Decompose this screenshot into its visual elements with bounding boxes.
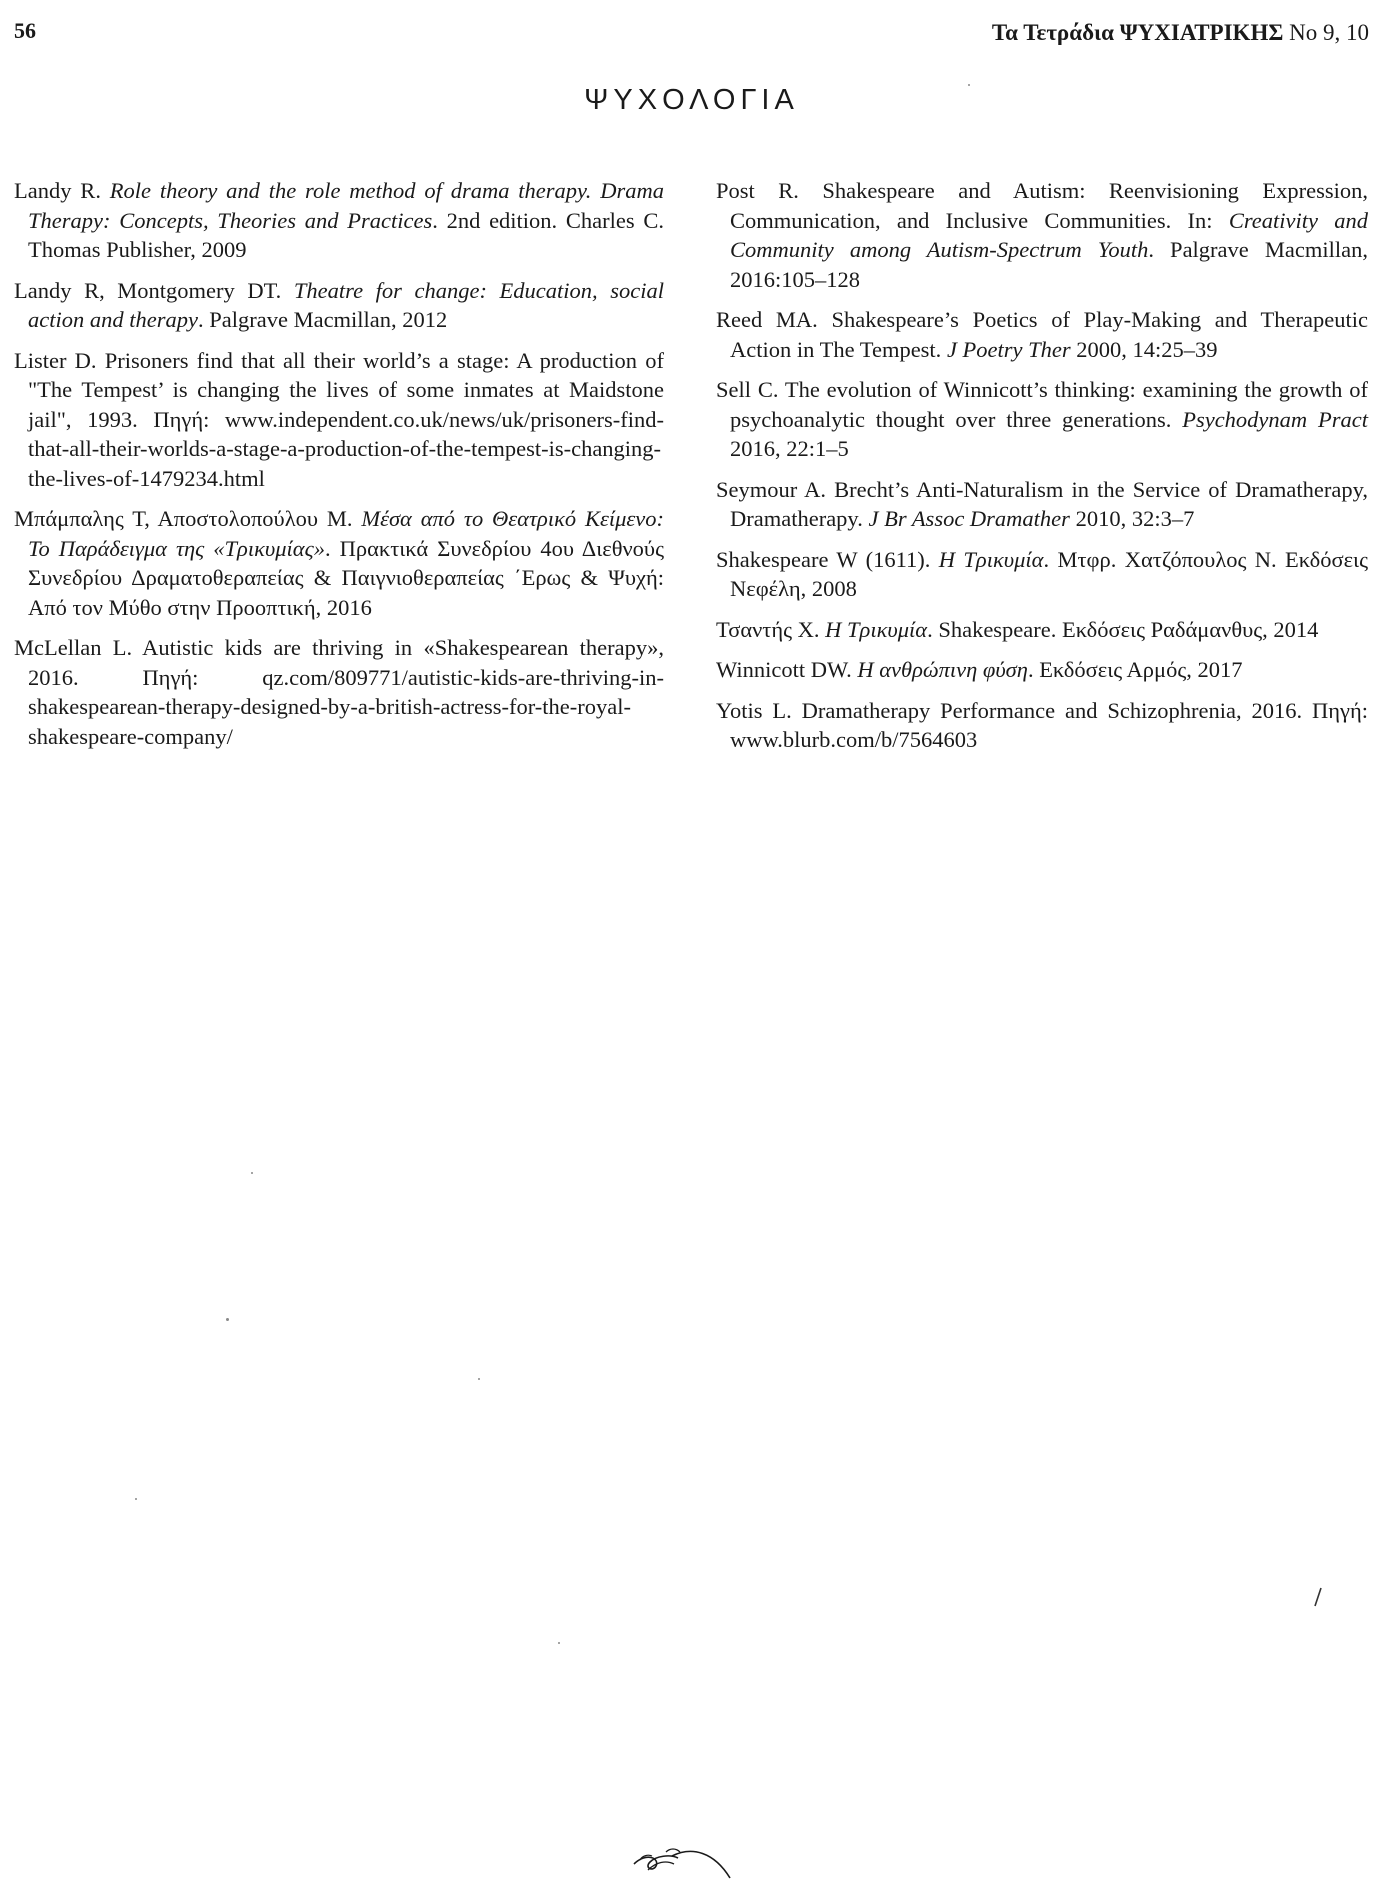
ref-text: Shakespeare W (1611). xyxy=(716,546,939,572)
pen-mark-icon xyxy=(1312,1586,1324,1608)
reference-entry xyxy=(14,346,664,494)
ref-title: J Br Assoc Dramather xyxy=(868,506,1070,531)
ref-title: Η Τρικυμία xyxy=(825,616,928,642)
reference-entry xyxy=(716,696,1368,755)
ref-text: Τσαντής Χ. xyxy=(716,616,826,642)
ref-details: . Εκδόσεις Αρμός, 2017 xyxy=(1027,657,1243,682)
ref-details: . Palgrave Macmillan, 2016:105–128 xyxy=(730,237,1368,292)
ref-text: Lister D. Prisoners find that all their world’s a stage: A production of "The Tempest’ is changing the lives of some inmates at Maidstone jail", 1993. Πηγή: www.independent.co.uk/news/uk/prisoners-find-that-all-their-worlds-a-stage-a-production-of-the-tempest-is-changing-the-lives-of-1479234.html xyxy=(14,347,664,491)
issue-number: No 9, 10 xyxy=(1289,20,1369,45)
reference-entry xyxy=(716,375,1368,464)
page-number: 56 xyxy=(14,18,36,43)
scan-speck xyxy=(478,1378,480,1380)
ref-title: Psychodynam Pract xyxy=(1182,406,1368,432)
ref-title: Creativity and Community among Autism-Spectrum Youth xyxy=(730,207,1368,262)
references-left-column xyxy=(14,176,664,762)
quill-flourish-icon xyxy=(626,1838,736,1882)
ref-details: . Palgrave Macmillan, 2012 xyxy=(197,307,448,332)
reference-entry xyxy=(14,276,664,335)
ref-details: . Πρακτικά Συνεδρίου 4ου Διεθνούς Συνεδρίου Δραματοθεραπείας & Παιγνιοθεραπείας ΄Ερως & Ψυχή: Από τον Μύθο στην Προοπτική, 2016 xyxy=(28,535,664,620)
scan-speck xyxy=(226,1318,229,1321)
ref-details: 2000, 14:25–39 xyxy=(1070,336,1218,362)
ref-text: Μπάμπαλης Τ, Αποστολοπούλου Μ. xyxy=(14,506,362,531)
ref-text: Reed MA. Shakespeare’s Poetics of Play-Making and Therapeutic Action in The Tempest. xyxy=(716,307,1368,362)
ref-details: . 2nd edition. Charles C. Thomas Publisher, 2009 xyxy=(28,207,664,262)
ref-details: 2010, 32:3–7 xyxy=(1069,506,1195,531)
scan-speck xyxy=(968,84,970,86)
ref-title: Role theory and the role method of drama therapy. Drama Therapy: Concepts, Theories and Practices xyxy=(28,178,664,233)
ref-text: Post R. Shakespeare and Autism: Reenvisioning Expression, Communication, and Inclusive Communities. In: xyxy=(716,178,1368,233)
ref-details: 2016, 22:1–5 xyxy=(730,436,849,461)
scan-speck xyxy=(558,1642,560,1644)
reference-entry xyxy=(14,176,664,265)
scan-speck xyxy=(251,1172,253,1174)
ref-details: . Μτφρ. Χατζόπουλος Ν. Εκδόσεις Νεφέλη, 2008 xyxy=(730,546,1368,601)
ref-text: Yotis L. Dramatherapy Performance and Schizophrenia, 2016. Πηγή: www.blurb.com/b/7564603 xyxy=(716,697,1368,752)
reference-entry xyxy=(716,545,1368,604)
ref-details: . Shakespeare. Εκδόσεις Ραδάμανθυς, 2014 xyxy=(927,616,1319,642)
reference-entry xyxy=(716,176,1368,294)
reference-entry xyxy=(14,633,664,751)
ref-text: Sell C. The evolution of Winnicott’s thinking: examining the growth of psychoanalytic thought over three generations. xyxy=(716,377,1368,432)
reference-entry xyxy=(716,615,1368,645)
ref-title: Μέσα από το Θεατρικό Κείμενο: Το Παράδειγμα της «Τρικυμίας» xyxy=(28,506,664,561)
ref-title: Η ανθρώπινη φύση xyxy=(857,657,1028,682)
scan-speck xyxy=(135,1498,137,1500)
ref-text: Seymour A. Brecht’s Anti-Naturalism in the Service of Dramatherapy, Dramatherapy. xyxy=(716,476,1368,531)
ref-text: Winnicott DW. xyxy=(716,657,858,682)
ref-title: Η Τρικυμία xyxy=(938,546,1044,572)
ref-title: Theatre for change: Education, social action and therapy xyxy=(28,277,664,332)
ref-text: McLellan L. Autistic kids are thriving in «Shakespearean therapy», 2016. Πηγή: qz.com/809771/autistic-kids-are-thriving-in-shakespearean-therapy-designed-by-a-british-actress-for-the-royal-shakespeare-company/ xyxy=(14,635,664,749)
reference-entry xyxy=(716,655,1368,685)
journal-title: Τα Τετράδια ΨΥΧΙΑΤΡΙΚΗΣ xyxy=(991,20,1284,45)
ref-text: Landy R, Montgomery DT. xyxy=(14,277,294,303)
ref-title: J Poetry Ther xyxy=(946,336,1071,362)
reference-entry xyxy=(14,504,664,622)
ref-text: Landy R. xyxy=(14,178,110,203)
section-title: ΨΥΧΟΛΟΓΙΑ xyxy=(584,84,799,116)
reference-entry xyxy=(716,305,1368,364)
reference-entry xyxy=(716,475,1368,534)
running-head xyxy=(992,20,1369,46)
references-right-column xyxy=(716,176,1368,766)
